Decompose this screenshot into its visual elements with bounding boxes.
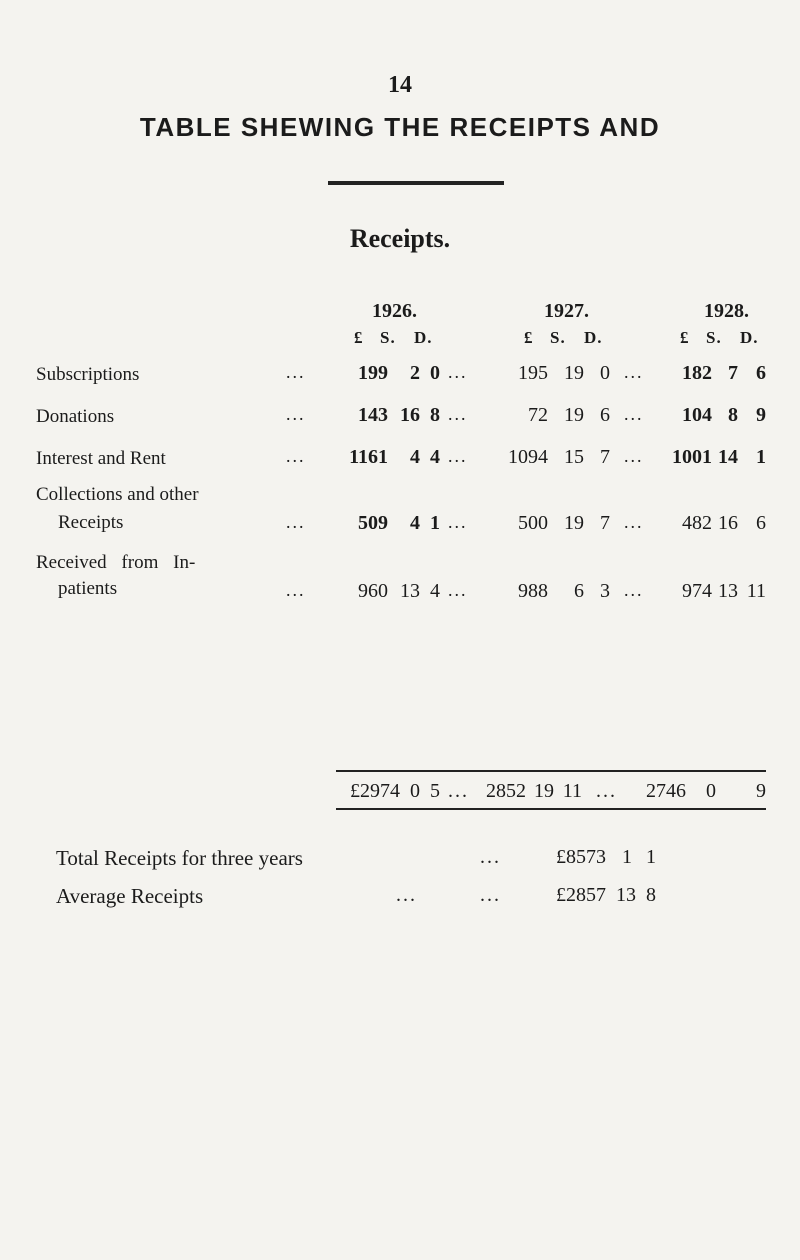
cell-pounds: 104 bbox=[682, 404, 712, 426]
cell-pence: 3 bbox=[600, 580, 610, 602]
leader-dots: ... bbox=[286, 404, 306, 424]
cell-pounds: 199 bbox=[358, 362, 388, 384]
cell-pence: 9 bbox=[756, 404, 766, 426]
cell-pounds: 988 bbox=[518, 580, 548, 602]
leader-dots: ... bbox=[396, 884, 417, 906]
cell-shillings: 16 bbox=[718, 512, 738, 534]
cell-pence: 1 bbox=[756, 446, 766, 468]
cell-pence: 11 bbox=[746, 580, 766, 602]
cell-pence: 4 bbox=[430, 580, 440, 602]
leader-dots: ... bbox=[448, 404, 468, 424]
total-shillings-1927: 19 bbox=[534, 780, 554, 802]
cell-pounds: 500 bbox=[518, 512, 548, 534]
cell-shillings: 19 bbox=[564, 362, 584, 384]
section-heading: Receipts. bbox=[349, 224, 451, 253]
total-shillings-1926: 0 bbox=[410, 780, 420, 802]
summary-total-pounds: £8573 bbox=[556, 846, 606, 868]
cell-pounds: 509 bbox=[358, 512, 388, 534]
totals-bottom-rule bbox=[336, 808, 766, 810]
unit-pence-1926: D. bbox=[414, 328, 433, 347]
leader-dots: ... bbox=[624, 404, 644, 424]
cell-shillings: 13 bbox=[718, 580, 738, 602]
unit-pounds-1926: £ bbox=[354, 328, 364, 347]
title-underline bbox=[328, 181, 504, 185]
cell-pounds: 1001 bbox=[672, 446, 712, 468]
total-pence-1926: 5 bbox=[430, 780, 440, 802]
year-header-1927: 1927. bbox=[544, 300, 589, 322]
row-label-donations: Donations bbox=[36, 406, 115, 427]
page-number: 14 bbox=[388, 72, 412, 98]
cell-pence: 6 bbox=[756, 362, 766, 384]
row-label-collections-cont: Receipts bbox=[58, 512, 124, 533]
leader-dots: ... bbox=[286, 580, 306, 600]
summary-total-shillings: 1 bbox=[622, 846, 632, 868]
summary-average-pounds: £2857 bbox=[556, 884, 606, 906]
row-label-interest-and-rent: Interest and Rent bbox=[36, 448, 166, 469]
leader-dots: ... bbox=[286, 446, 306, 466]
year-header-1926: 1926. bbox=[372, 300, 417, 322]
leader-dots: ... bbox=[286, 362, 306, 382]
cell-pounds: 72 bbox=[528, 404, 548, 426]
cell-pounds: 143 bbox=[358, 404, 388, 426]
cell-pence: 0 bbox=[430, 362, 440, 384]
summary-average-pence: 8 bbox=[646, 884, 656, 906]
cell-shillings: 19 bbox=[564, 512, 584, 534]
leader-dots: ... bbox=[448, 512, 468, 532]
row-label-inpatients-cont: patients bbox=[58, 578, 118, 599]
total-pounds-1927: 2852 bbox=[486, 780, 526, 802]
summary-average-shillings: 13 bbox=[616, 884, 636, 906]
leader-dots: ... bbox=[480, 846, 501, 868]
cell-pounds: 482 bbox=[682, 512, 712, 534]
cell-pounds: 960 bbox=[358, 580, 388, 602]
row-label-inpatients: Received from In- bbox=[36, 552, 196, 573]
cell-pence: 6 bbox=[600, 404, 610, 426]
cell-shillings: 13 bbox=[400, 580, 420, 602]
cell-pence: 4 bbox=[430, 446, 440, 468]
cell-pounds: 195 bbox=[518, 362, 548, 384]
cell-pence: 0 bbox=[600, 362, 610, 384]
leader-dots: ... bbox=[448, 580, 468, 600]
cell-pounds: 182 bbox=[682, 362, 712, 384]
cell-shillings: 19 bbox=[564, 404, 584, 426]
cell-shillings: 4 bbox=[410, 512, 420, 534]
leader-dots: ... bbox=[624, 446, 644, 466]
total-shillings-1928: 0 bbox=[706, 780, 716, 802]
year-header-1928: 1928. bbox=[704, 300, 749, 322]
cell-shillings: 8 bbox=[728, 404, 738, 426]
leader-dots: ... bbox=[596, 780, 617, 802]
summary-average-label: Average Receipts bbox=[56, 884, 204, 908]
cell-pounds: 974 bbox=[682, 580, 712, 602]
leader-dots: ... bbox=[624, 362, 644, 382]
cell-pence: 6 bbox=[756, 512, 766, 534]
table-title: TABLE SHEWING THE RECEIPTS AND bbox=[139, 112, 661, 142]
leader-dots: ... bbox=[480, 884, 501, 906]
unit-pence-1928: D. bbox=[740, 328, 759, 347]
row-label-subscriptions: Subscriptions bbox=[36, 364, 140, 385]
cell-shillings: 16 bbox=[400, 404, 420, 426]
cell-shillings: 7 bbox=[728, 362, 738, 384]
total-pence-1927: 11 bbox=[562, 780, 582, 802]
leader-dots: ... bbox=[624, 512, 644, 532]
cell-shillings: 14 bbox=[718, 446, 738, 468]
cell-pence: 8 bbox=[430, 404, 440, 426]
unit-pence-1927: D. bbox=[584, 328, 603, 347]
summary-total-label: Total Receipts for three years bbox=[56, 846, 303, 870]
totals-top-rule bbox=[336, 770, 766, 772]
leader-dots: ... bbox=[448, 362, 468, 382]
leader-dots: ... bbox=[286, 512, 306, 532]
unit-pounds-1928: £ bbox=[680, 328, 690, 347]
cell-pence: 7 bbox=[600, 446, 610, 468]
cell-pounds: 1094 bbox=[508, 446, 548, 468]
leader-dots: ... bbox=[448, 780, 469, 802]
unit-shillings-1926: S. bbox=[380, 328, 396, 347]
row-label-collections: Collections and other bbox=[36, 484, 199, 505]
total-pounds-1926: £2974 bbox=[350, 780, 400, 802]
unit-shillings-1928: S. bbox=[706, 328, 722, 347]
cell-pence: 7 bbox=[600, 512, 610, 534]
unit-pounds-1927: £ bbox=[524, 328, 534, 347]
leader-dots: ... bbox=[448, 446, 468, 466]
cell-shillings: 6 bbox=[574, 580, 584, 602]
summary-total-pence: 1 bbox=[646, 846, 656, 868]
total-pence-1928: 9 bbox=[756, 780, 766, 802]
cell-shillings: 15 bbox=[564, 446, 584, 468]
cell-pence: 1 bbox=[430, 512, 440, 534]
cell-shillings: 4 bbox=[410, 446, 420, 468]
unit-shillings-1927: S. bbox=[550, 328, 566, 347]
total-pounds-1928: 2746 bbox=[646, 780, 686, 802]
leader-dots: ... bbox=[624, 580, 644, 600]
cell-pounds: 1161 bbox=[349, 446, 388, 468]
cell-shillings: 2 bbox=[410, 362, 420, 384]
